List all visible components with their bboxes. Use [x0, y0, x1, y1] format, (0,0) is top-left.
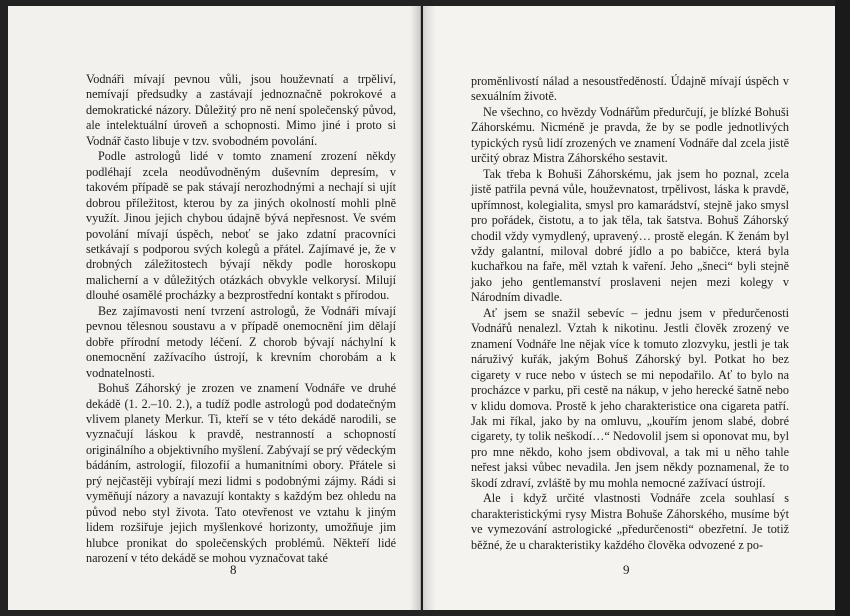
paragraph: Podle astrologů lidé v tomto znamení zrození někdy podléhají zcela neodůvodněným duševním depresím, v takovém případě se pak stávají nerozhodnými a nechají si ujít dobrou příležitost, kterou by za jiných okolností mohli plně využít. Jinou jejich chybou údajně bývá nepřesnost. Ve svém povolání mívají úspěch, neboť se jako zdatní pracovníci setkávají s podporou svých kolegů a přátel. Zajímavé je, že v drobných záležitostech bývají někdy podle horoskopu malicherní a v důležitých otázkách obvykle velkorysí. Milují dlouhé osamělé procházky a bezprostřední kontakt s přírodou. — [86, 149, 396, 303]
paragraph: Ne všechno, co hvězdy Vodnářům předurčují, je blízké Bohuši Záhorskému. Nicméně je pravda, že by se podle jednotlivých typických rysů lidí zrozených ve znamení Vodnáře dal zcela jistě určitý obraz Mistra Záhorského sestavit. — [471, 104, 789, 166]
paragraph: Ale i když určité vlastnosti Vodnáře zcela souhlasí s charakteristickými rysy Mistra Bohuše Záhorského, musíme být ve vymezování astrologické „předurčenosti“ obezřetní. Je totiž běžné, že u charakteristiky každého člověka odvozené z po- — [471, 491, 789, 552]
paragraph: Bohuš Záhorský je zrozen ve znamení Vodnáře ve druhé dekádě (1. 2.–10. 2.), a tudíž podle astrologů pod dodatečným vlivem planety Merkur. Ti, kteří se v této dekádě narodili, se vyznačují láskou k pravdě, nestranností a schopností originálního a objektivního myšlení. Zabývají se prý vědeckým bádáním, astrologií, filozofií a humanitními obory. Přátele si prý nejčastěji vybírají mezi lidmi s podobnými zájmy. Rádi si vyměňují názory a navazují kontakty s každým bez ohledu na původ nebo styl života. Tato otevřenost ve vztahu k jiným lidem rozšiřuje jejich myšlenkové horizonty, umožňuje jim hlubce pronikat do společenských problémů. Někteří lidé narození v této dekádě se mohou vyznačovat také — [86, 381, 396, 566]
paragraph: Bez zajímavosti není tvrzení astrologů, že Vodnáři mívají pevnou tělesnou soustavu a v případě onemocnění jim dělají dobře přírodní metody léčení. Z chorob bývají náchylní k onemocnění zažívacího ústrojí, k krevním chorobám a k vodnatelnosti. — [86, 303, 396, 380]
right-page — [423, 6, 835, 610]
scan-edge — [835, 0, 850, 616]
page-number: 9 — [623, 562, 630, 577]
paragraph: Tak třeba k Bohuši Záhorskému, jak jsem ho poznal, zcela jistě patřila pevná vůle, houževnatost, trpělivost, láska k pravdě, upřímnost, kolegialita, smysl pro kamarádství, stejně jako smysl pro pořádek, čistotu, a to jak těla, tak šatstva. Bohuš Záhorský chodil vždy vymydlený, upravený… prostě elegán. K ženám byl vždy galantní, miloval dobré jídlo a po babičce, která byla kuchařkou na faře, měl vztah k vaření. Jeho „šneci“ byli stejně jako jeho gentlemanství proslaveni nejen mezi kolegy v Národním divadle. — [471, 166, 789, 305]
left-page-text — [86, 72, 396, 567]
paragraph: Ať jsem se snažil sebevíc – jednu jsem v předurčenosti Vodnářů nenalezl. Vztah k nikotinu. Jestli člověk zrozený ve znamení Vodnáře lne nějak více k tomuto zlozvyku, jestli je tak náruživý kuřák, jakým Bohuš Záhorský byl. Potkat ho bez cigarety v ruce nebo v ústech se mi nepodařilo. Ať to bylo na procházce v parku, při cestě na nákup, v jeho herecké šatně nebo v klidu domova. Prostě k jeho charakteristice ona cigareta patří. Jak mi říkal, jako by na omluvu, „kouřím jenom slabé, dobré cigarety, ty tolik neškodí…“ Nedovolil jsem si oponovat mu, byl pro mne někdo, koho jsem obdivoval, a tak mi u něho tahle neřest jaksi vůbec nevadila. Jen jsem někdy poznamenal, že to škodí zdraví, zvláště by mu mohla nemocné zažívací ústrojí. — [471, 305, 789, 490]
page-number: 8 — [230, 562, 237, 577]
paragraph: Vodnáři mívají pevnou vůli, jsou houževnatí a trpěliví, nemívají předsudky a zastávají jednoznačně pokrokové a demokratické názory. Důležitý pro ně není společenský původ, ale intelektuální úroveň a schopnosti. Mimo jiné i proto si Vodnář často libuje v tzv. svobodném povolání. — [86, 72, 396, 148]
right-page-text — [471, 74, 789, 553]
left-page — [8, 6, 421, 610]
paragraph: proměnlivostí nálad a nesoustředěností. Údajně mívají úspěch v sexuálním životě. — [471, 74, 789, 104]
